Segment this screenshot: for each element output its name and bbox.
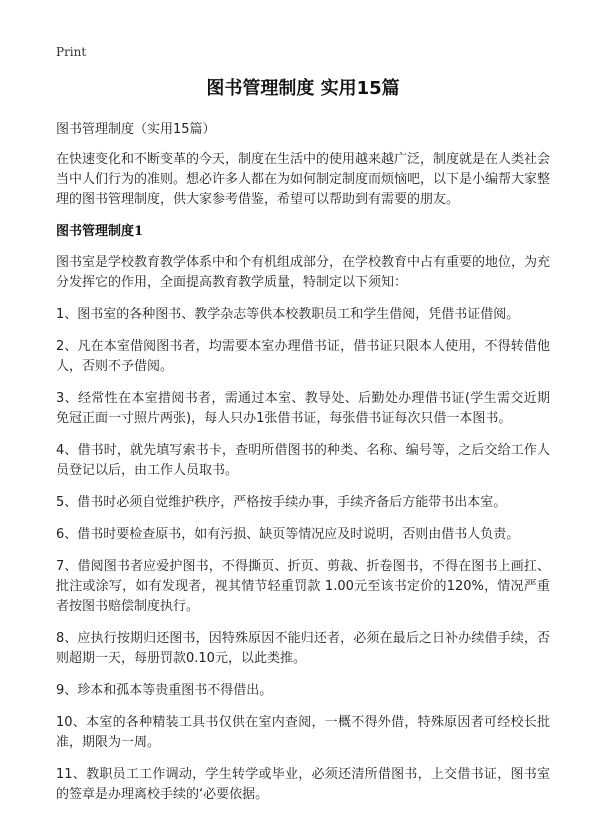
section-intro-paragraph: 图书室是学校教育教学体系中和个有机组成部分，在学校教育中占有重要的地位，为充分发挥它的作用，全面提高教育教学质量，特制定以下须知： [56, 255, 551, 290]
document-subtitle: 图书管理制度（实用15篇） [56, 122, 216, 137]
rule-item: 6、借书时要检查原书，如有污损、缺页等情况应及时说明，否则由借书人负责。 [56, 527, 520, 542]
page-title: 图书管理制度 实用15篇 [206, 78, 400, 99]
rule-item: 9、珍本和孤本等贵重图书不得借出。 [56, 683, 273, 698]
rule-item: 3、经常性在本室措阅书者，需通过本室、教导处、后勤处办理借书证(学生需交近期免冠正面一寸照片两张)，每人只办1张借书证，每张借书证每次只借一本图书。 [56, 391, 550, 426]
rule-item: 10、本室的各种精装工具书仅供在室内查阅，一概不得外借，特殊原因者可经校长批准，期限为一周。 [56, 715, 550, 750]
intro-paragraph: 在快速变化和不断变革的今天，制度在生活中的使用越来越广泛，制度就是在人类社会当中人们行为的准则。想必许多人都在为如何制定制度而烦恼吧，以下是小编帮大家整理的图书管理制度，供大家参考借鉴，希望可以帮助到有需要的朋友。 [56, 152, 551, 207]
rule-item: 1、图书室的各种图书、教学杂志等供本校教职员工和学生借阅，凭借书证借阅。 [56, 307, 520, 322]
rule-item: 4、借书时，就先填写索书卡，查明所借图书的种类、名称、编号等，之后交给工作人员登记以后，由工作人员取书。 [56, 443, 550, 478]
document-body [56, 76, 550, 817]
rule-item: 8、应执行按期归还图书，因特殊原因不能归还者，必须在最后之日补办续借手续，否则超期一天，每册罚款0.10元，以此类推。 [56, 631, 550, 666]
print-link[interactable]: Print [56, 45, 87, 59]
rule-item: 5、借书时必须自觉维护秩序，严格按手续办事，手续齐备后方能带书出本室。 [56, 495, 507, 510]
rule-item: 2、凡在本室借阅图书者，均需要本室办理借书证，借书证只限本人使用，不得转借他人，否则不予借阅。 [56, 339, 550, 374]
section-heading: 图书管理制度1 [56, 224, 144, 239]
rule-item: 7、借阅图书者应爱护图书，不得撕页、折页、剪裁、折卷图书，不得在图书上画扛、批注或涂写，如有发现者，视其情节轻重罚款 1.00元至该书定价的120%，情况严重者按图书赔偿制度执行。 [56, 559, 550, 614]
rule-item: 11、教职员工工作调动，学生转学或毕业，必须还清所借图书，上交借书证，图书室的签章是办理离校手续的‘必要依据。 [56, 767, 550, 802]
